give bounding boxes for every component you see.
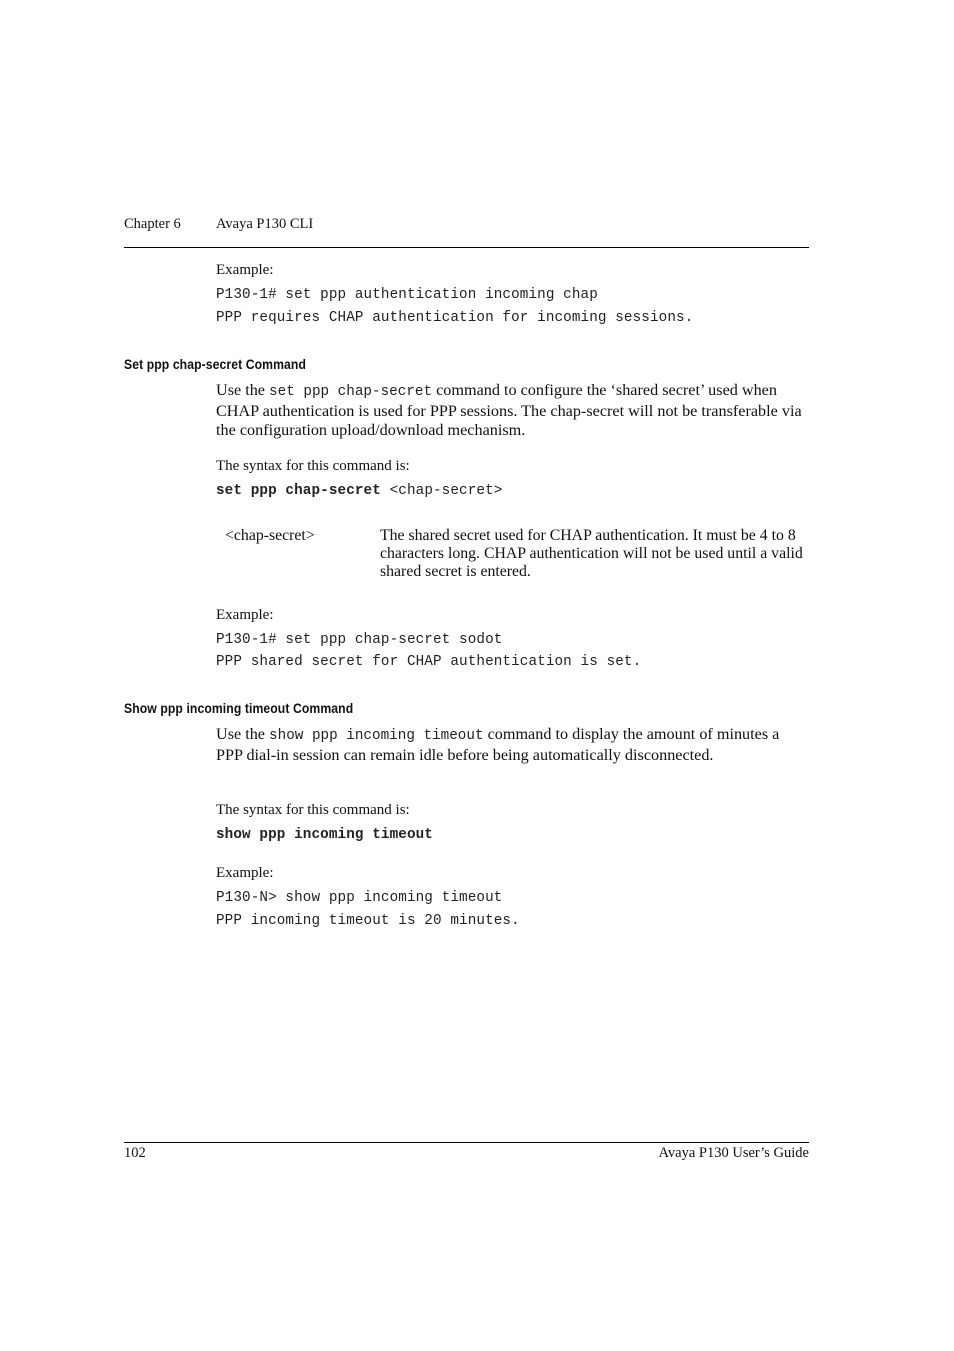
section-heading: Set ppp chap-secret Command — [124, 357, 306, 373]
footer-rule — [124, 1142, 809, 1143]
header-chapter: Chapter 6 — [124, 216, 181, 232]
param-description: The shared secret used for CHAP authentication. It must be 4 to 8 characters long. CHAP authentication will not be used until a valid shared secret is entered. — [380, 527, 803, 580]
example-label: Example: — [216, 865, 274, 881]
code-line: P130-N> show ppp incoming timeout — [216, 890, 503, 906]
syntax-command: set ppp chap-secret <chap-secret> — [216, 483, 503, 499]
syntax-label: The syntax for this command is: — [216, 458, 410, 474]
section-heading: Show ppp incoming timeout Command — [124, 701, 354, 717]
example-label: Example: — [216, 607, 274, 623]
code-line: PPP incoming timeout is 20 minutes. — [216, 913, 520, 929]
section-intro: Use the set ppp chap-secret command to configure the ‘shared secret’ used when CHAP authentication is used for PPP sessions. The chap-secret will not be transferable via the configuration upload/download mechanism. — [216, 381, 802, 439]
footer-title: Avaya P130 User’s Guide — [658, 1145, 809, 1161]
inline-command: show ppp incoming timeout — [269, 728, 484, 744]
header-rule — [124, 247, 809, 248]
param-name: <chap-secret> — [225, 527, 315, 544]
inline-command: set ppp chap-secret — [269, 384, 433, 400]
code-line: P130-1# set ppp chap-secret sodot — [216, 632, 503, 648]
syntax-label: The syntax for this command is: — [216, 802, 410, 818]
page-number: 102 — [124, 1145, 146, 1161]
header-title: Avaya P130 CLI — [216, 216, 314, 232]
section-intro: Use the show ppp incoming timeout command to display the amount of minutes a PPP dial-in session can remain idle before being automatically disconnected. — [216, 725, 780, 764]
code-line: PPP requires CHAP authentication for incoming sessions. — [216, 310, 694, 326]
syntax-command: show ppp incoming timeout — [216, 827, 433, 843]
example-label: Example: — [216, 262, 274, 278]
code-line: P130-1# set ppp authentication incoming chap — [216, 287, 598, 303]
code-line: PPP shared secret for CHAP authentication is set. — [216, 654, 642, 670]
